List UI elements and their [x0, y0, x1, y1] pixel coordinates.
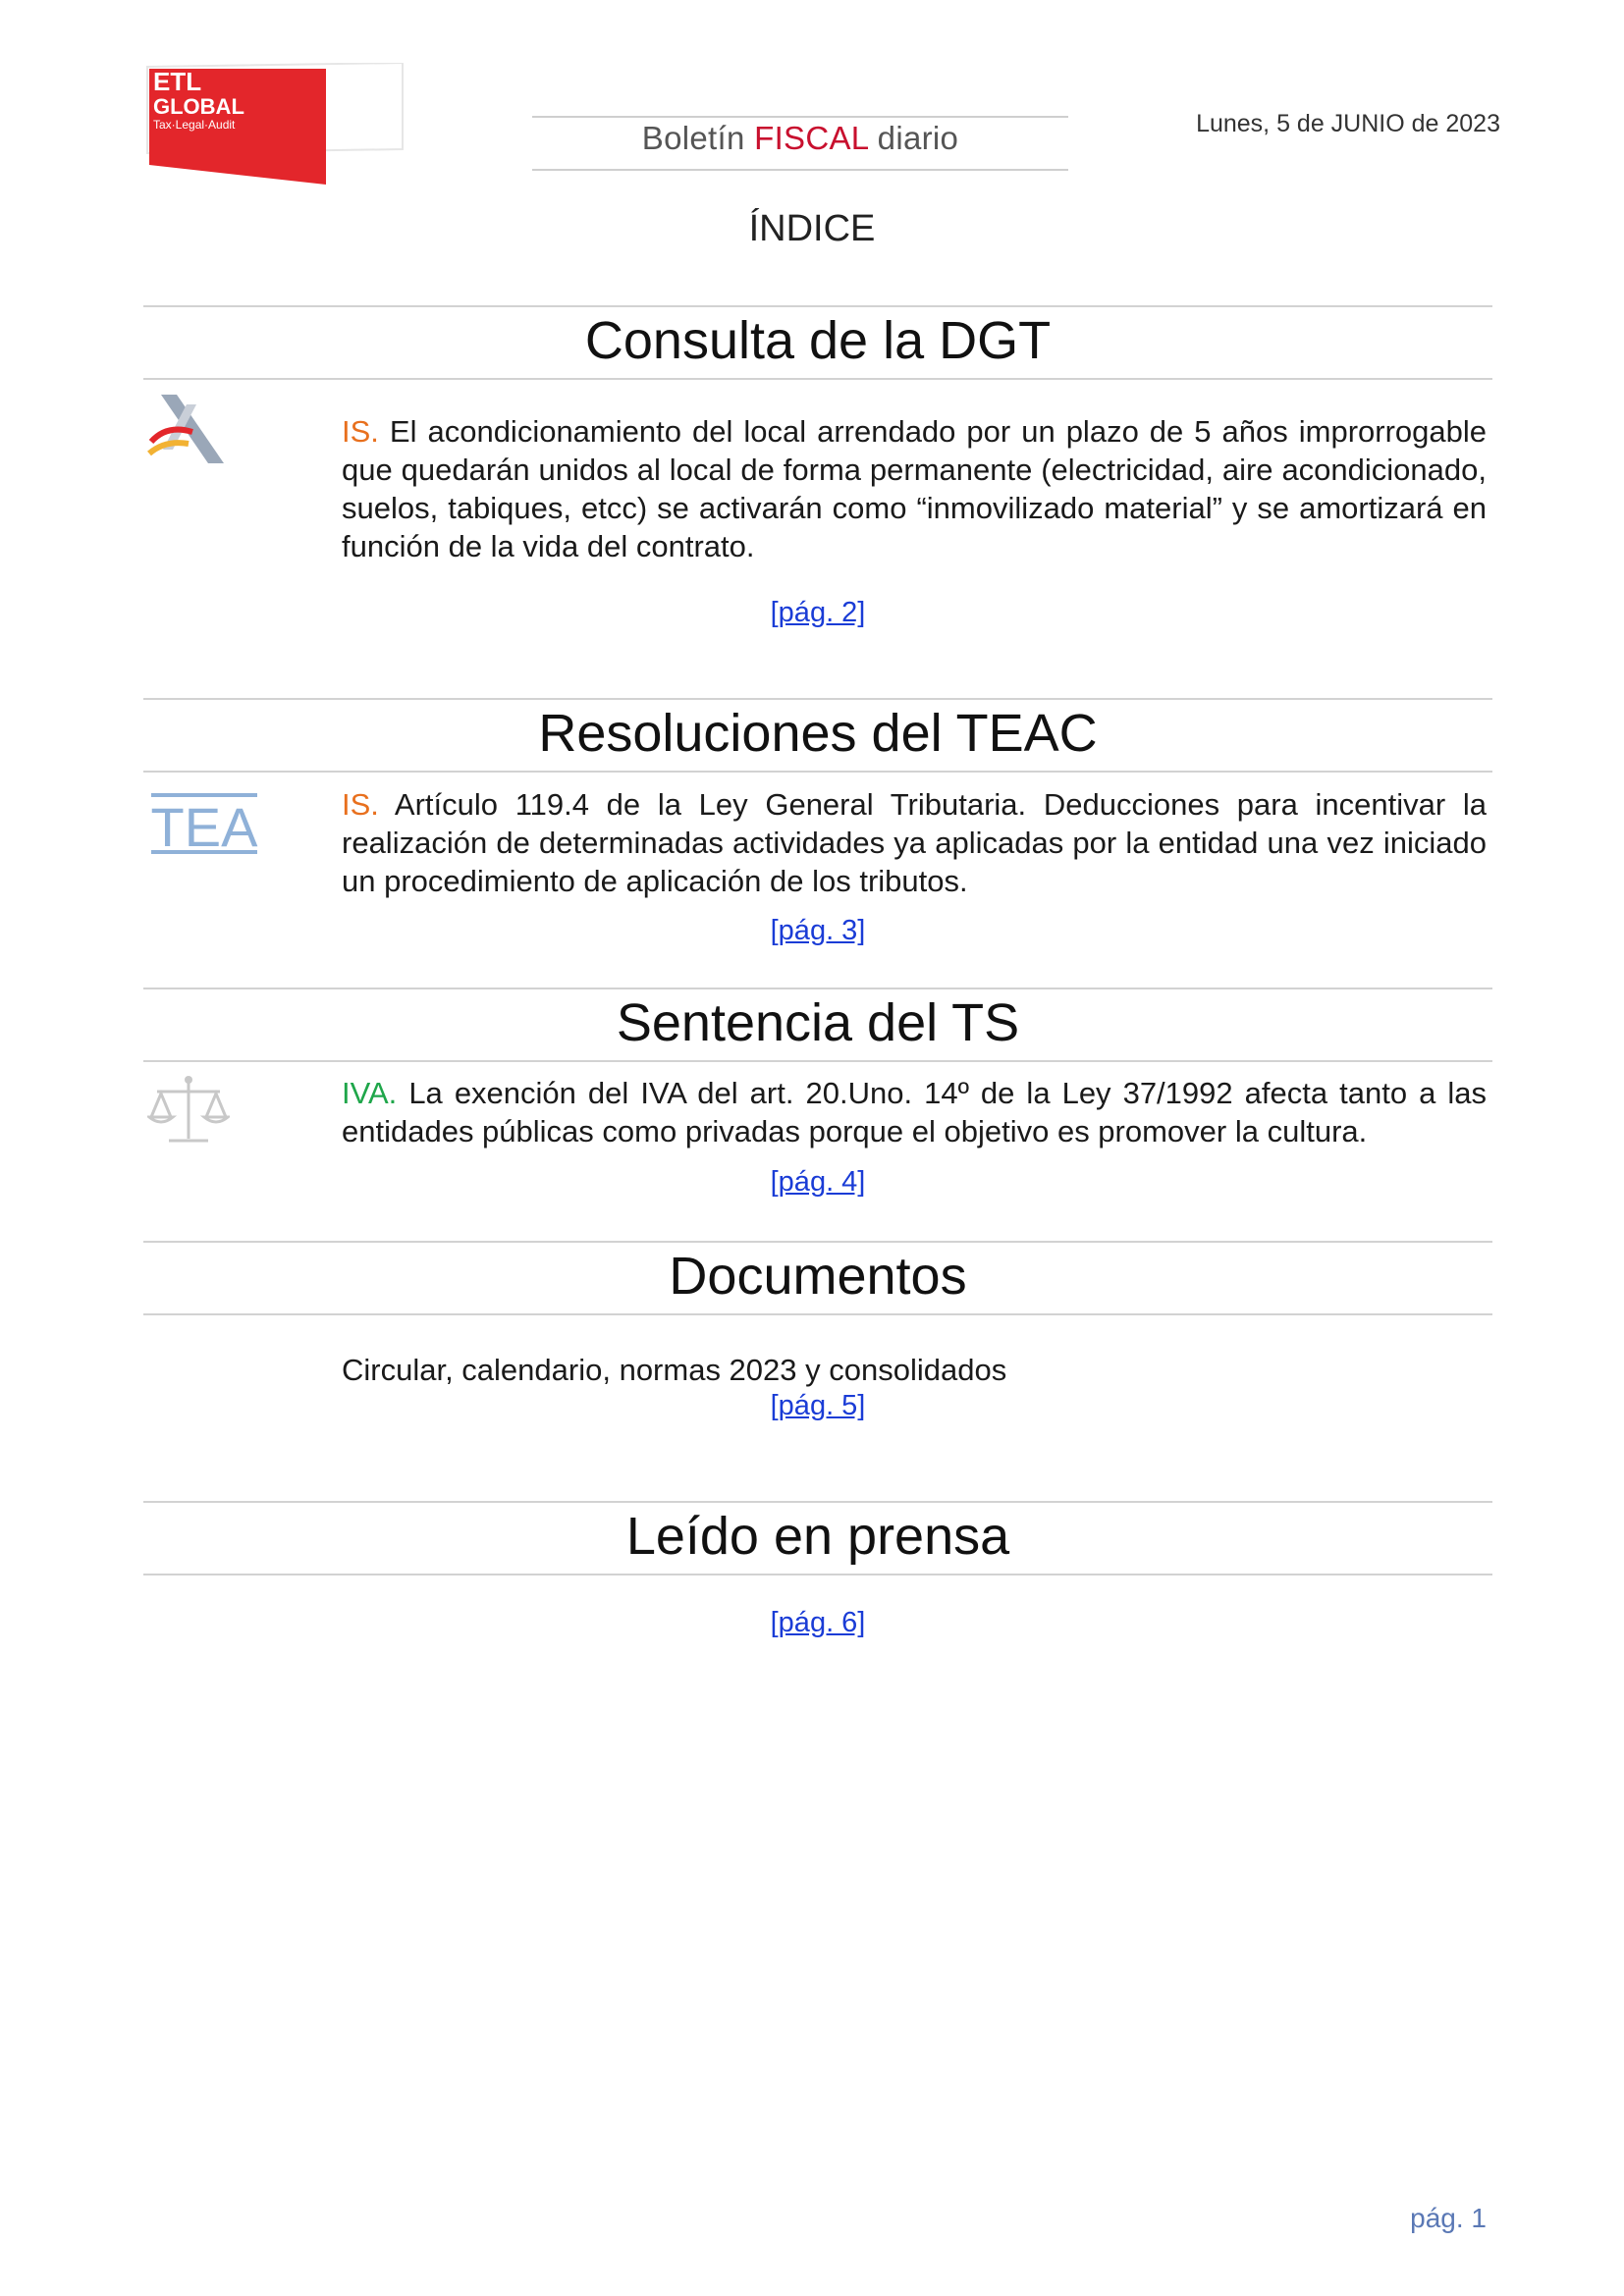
- section-press-page-link[interactable]: [pág. 6]: [770, 1607, 866, 1638]
- bulletin-title: [532, 120, 1068, 157]
- bulletin-prefix: Boletín: [641, 120, 755, 156]
- section-dgt-summary: [342, 412, 1487, 565]
- section-teac-summary: [342, 785, 1487, 900]
- section-docs-text: Circular, calendario, normas 2023 y consolidados: [342, 1353, 1007, 1387]
- bulletin-accent: FISCAL: [754, 120, 869, 156]
- section-ts-tag: IVA.: [342, 1076, 398, 1110]
- section-ts-summary: [342, 1074, 1487, 1150]
- section-dgt-text: El acondicionamiento del local arrendado por un plazo de 5 años improrrogable que quedarán unidos al local de forma permanente (electricidad, aire acondicionado, suelos, tabiques, etcc) se activarán como “inmovilizado material” y se amortizará en función de la vida del contrato.: [342, 414, 1487, 563]
- bulletin-date: Lunes, 5 de JUNIO de 2023: [1196, 110, 1500, 137]
- section-teac-page-link[interactable]: [pág. 3]: [770, 915, 866, 946]
- logo-line2: GLOBAL: [153, 94, 244, 119]
- section-ts-page-link[interactable]: [pág. 4]: [770, 1166, 866, 1198]
- section-docs-title: Documentos: [669, 1247, 967, 1306]
- section-ts-text: La exención del IVA del art. 20.Uno. 14º de la Ley 37/1992 afecta tanto a las entidades públicas como privadas porque el objetivo es promover la cultura.: [342, 1076, 1487, 1148]
- section-teac-text: Artículo 119.4 de la Ley General Tributaria. Deducciones para incentivar la realización de determinadas actividades ya aplicadas por la entidad una vez iniciado un procedimiento de aplicación de los tributos.: [342, 787, 1488, 898]
- index-title: ÍNDICE: [748, 208, 876, 249]
- section-dgt-tag: IS.: [342, 414, 379, 449]
- section-teac-tag: IS.: [342, 787, 379, 822]
- section-ts-title: Sentencia del TS: [616, 993, 1020, 1052]
- logo-line3: Tax·Legal·Audit: [153, 118, 236, 132]
- section-dgt-page-link[interactable]: [pág. 2]: [770, 597, 866, 628]
- etl-global-logo: [145, 63, 406, 185]
- section-press-title: Leído en prensa: [625, 1507, 1010, 1566]
- section-dgt-title: Consulta de la DGT: [584, 311, 1052, 370]
- section-teac-title: Resoluciones del TEAC: [538, 704, 1098, 763]
- section-docs-page-link[interactable]: [pág. 5]: [770, 1390, 866, 1421]
- scales-icon: [147, 1074, 230, 1153]
- footer-page-number: pág. 1: [1410, 2203, 1487, 2233]
- tea-logo-text: TEA: [150, 796, 258, 858]
- bulletin-suffix: diario: [868, 120, 959, 156]
- agencia-tributaria-icon: [147, 395, 226, 470]
- logo-line1: ETL: [153, 67, 202, 96]
- tea-logo-icon: [147, 789, 261, 858]
